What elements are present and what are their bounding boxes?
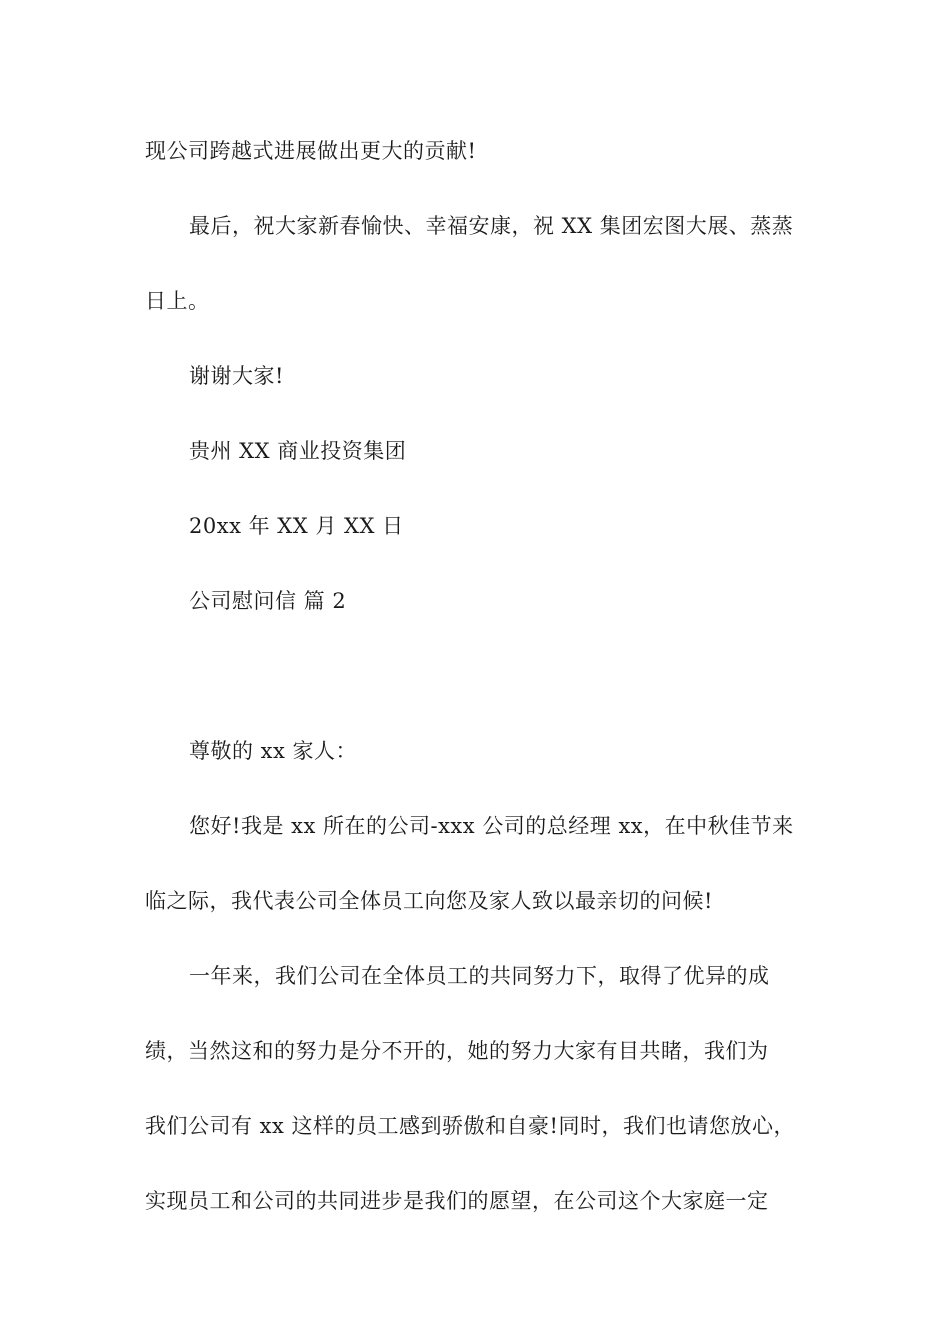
paragraph-line: 临之际，我代表公司全体员工向您及家人致以最亲切的问候! [145, 889, 713, 913]
paragraph-line: 绩，当然这和的努力是分不开的，她的努力大家有目共睹，我们为 [145, 1039, 769, 1063]
signature-organization: 贵州 XX 商业投资集团 [189, 439, 407, 463]
signature-date: 20xx 年 XX 月 XX 日 [189, 514, 404, 538]
paragraph-line: 我们公司有 xx 这样的员工感到骄傲和自豪!同时，我们也请您放心， [145, 1114, 795, 1138]
closing-line: 谢谢大家! [189, 364, 284, 388]
paragraph-line: 最后，祝大家新春愉快、幸福安康，祝 XX 集团宏图大展、蒸蒸 [189, 214, 794, 238]
section-heading: 公司慰问信 篇 2 [189, 589, 347, 613]
paragraph-line: 您好!我是 xx 所在的公司-xxx 公司的总经理 xx，在中秋佳节来 [189, 814, 794, 838]
salutation: 尊敬的 xx 家人： [189, 739, 358, 763]
paragraph-line: 实现员工和公司的共同进步是我们的愿望，在公司这个大家庭一定 [145, 1189, 769, 1213]
paragraph-line: 现公司跨越式进展做出更大的贡献! [145, 139, 477, 163]
paragraph-line: 一年来，我们公司在全体员工的共同努力下，取得了优异的成 [189, 964, 770, 988]
paragraph-line: 日上。 [145, 289, 210, 313]
